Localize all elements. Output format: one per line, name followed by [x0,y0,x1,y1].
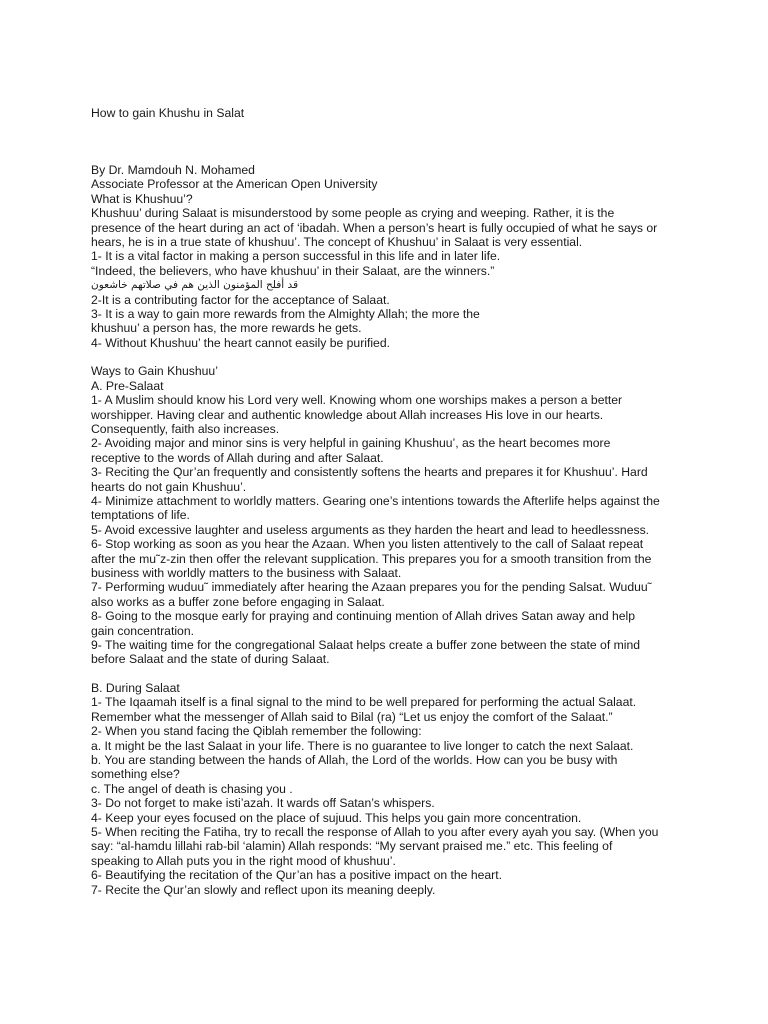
text-line: A. Pre-Salaat [91,378,164,393]
text-line: khushuu’ a person has, the more rewards he gets. [91,321,362,336]
text-line: 3- Do not forget to make isti’azah. It wards off Satan’s whispers. [91,796,435,811]
text-line: 2-It is a contributing factor for the acceptance of Salaat. [91,292,390,307]
text-line: Associate Professor at the American Open University [91,177,378,192]
text-line: Remember what the messenger of Allah said to Bilal (ra) “Let us enjoy the comfort of the Salaat.” [91,709,613,724]
text-line: By Dr. Mamdouh N. Mohamed [91,163,255,177]
text-line: 7- Performing wuduu˜ immediately after hearing the Azaan prepares you for the pending Salsat. Wuduu˜ [91,580,652,595]
text-line: a. It might be the last Salaat in your life. There is no guarantee to live longer to catch the next Salaat. [91,738,634,753]
text-line: 2- Avoiding major and minor sins is very helpful in gaining Khushuu’, as the heart becomes more [91,436,611,451]
text-line: 4- Without Khushuu’ the heart cannot easily be purified. [91,335,390,350]
text-line: 7- Recite the Qur’an slowly and reflect upon its meaning deeply. [91,882,436,897]
text-line: 3- Reciting the Qur’an frequently and consistently softens the hearts and prepares it for Khushuu’. Hard [91,465,648,480]
blank-line [91,667,691,681]
text-line: 6- Stop working as soon as you hear the Azaan. When you listen attentively to the call of Salaat repeat [91,537,644,552]
text-line: 2- When you stand facing the Qiblah remember the following: [91,724,422,739]
text-line: gain concentration. [91,623,194,638]
text-line: hears, he is in a true state of khushuu’. The concept of Khushuu’ in Salaat is very essential. [91,234,583,249]
text-line: say: “al-hamdu lillahi rab-bil ‘alamin) Allah responds: “My servant praised me.” etc. This feeling of [91,839,613,854]
arabic-verse-line: قد أفلح المؤمنون الذين هم في صلاتهم خاشعون [91,279,299,292]
text-line: hearts do not gain Khushuu’. [91,479,247,494]
text-line: receptive to the words of Allah during and after Salaat. [91,450,384,465]
text-line: 6- Beautifying the recitation of the Qur’an has a positive impact on the heart. [91,868,503,883]
text-line: B. During Salaat [91,681,180,696]
text-line: 3- It is a way to gain more rewards from the Almighty Allah; the more the [91,306,480,321]
text-line: c. The angel of death is chasing you . [91,781,293,796]
text-line: 1- A Muslim should know his Lord very well. Knowing whom one worships makes a person a better [91,393,623,408]
document-body [91,163,691,897]
text-line: after the mu˜z-zin then offer the relevant supplication. This prepares you for a smooth transition from the [91,551,652,566]
text-line: “Indeed, the believers, who have khushuu’ in their Salaat, are the winners.” [91,263,495,278]
text-line: before Salaat and the state of during Salaat. [91,652,330,667]
text-line: 5- When reciting the Fatiha, try to recall the response of Allah to you after every ayah you say. (When you [91,824,659,839]
text-line: presence of the heart during an act of ‘ibadah. When a person’s heart is fully occupied of what he says or [91,220,658,235]
text-line: 4- Keep your eyes focused on the place of sujuud. This helps you gain more concentration. [91,810,582,825]
blank-line [91,350,691,364]
text-line: 8- Going to the mosque early for praying and continuing mention of Allah drives Satan away and help [91,609,636,624]
text-line: What is Khushuu’? [91,191,193,206]
text-line: business with worldly matters to the business with Salaat. [91,565,402,580]
text-line: Ways to Gain Khushuu’ [91,364,218,379]
text-line: speaking to Allah puts you in the right mood of khushuu’. [91,853,396,868]
text-line: temptations of life. [91,508,190,523]
text-line: also works as a buffer zone before engaging in Salaat. [91,594,385,609]
text-line: b. You are standing between the hands of Allah, the Lord of the worlds. How can you be busy with [91,753,618,768]
text-line: 9- The waiting time for the congregational Salaat helps create a buffer zone between the state of mind [91,637,641,652]
text-line: 1- It is a vital factor in making a person successful in this life and in later life. [91,249,501,264]
text-line: Consequently, faith also increases. [91,422,280,437]
text-line: Khushuu’ during Salaat is misunderstood by some people as crying and weeping. Rather, it is the [91,206,615,221]
text-line: 5- Avoid excessive laughter and useless arguments as they harden the heart and lead to heedlessness. [91,522,650,537]
text-line: something else? [91,767,180,782]
text-line: 1- The Iqaamah itself is a final signal to the mind to be well prepared for performing the actual Salaat. [91,695,637,710]
document-title: How to gain Khushu in Salat [91,106,245,120]
text-line: 4- Minimize attachment to worldly matters. Gearing one’s intentions towards the Afterlife helps against the [91,493,660,508]
text-line: worshipper. Having clear and authentic knowledge about Allah increases His love in our hearts. [91,407,604,422]
